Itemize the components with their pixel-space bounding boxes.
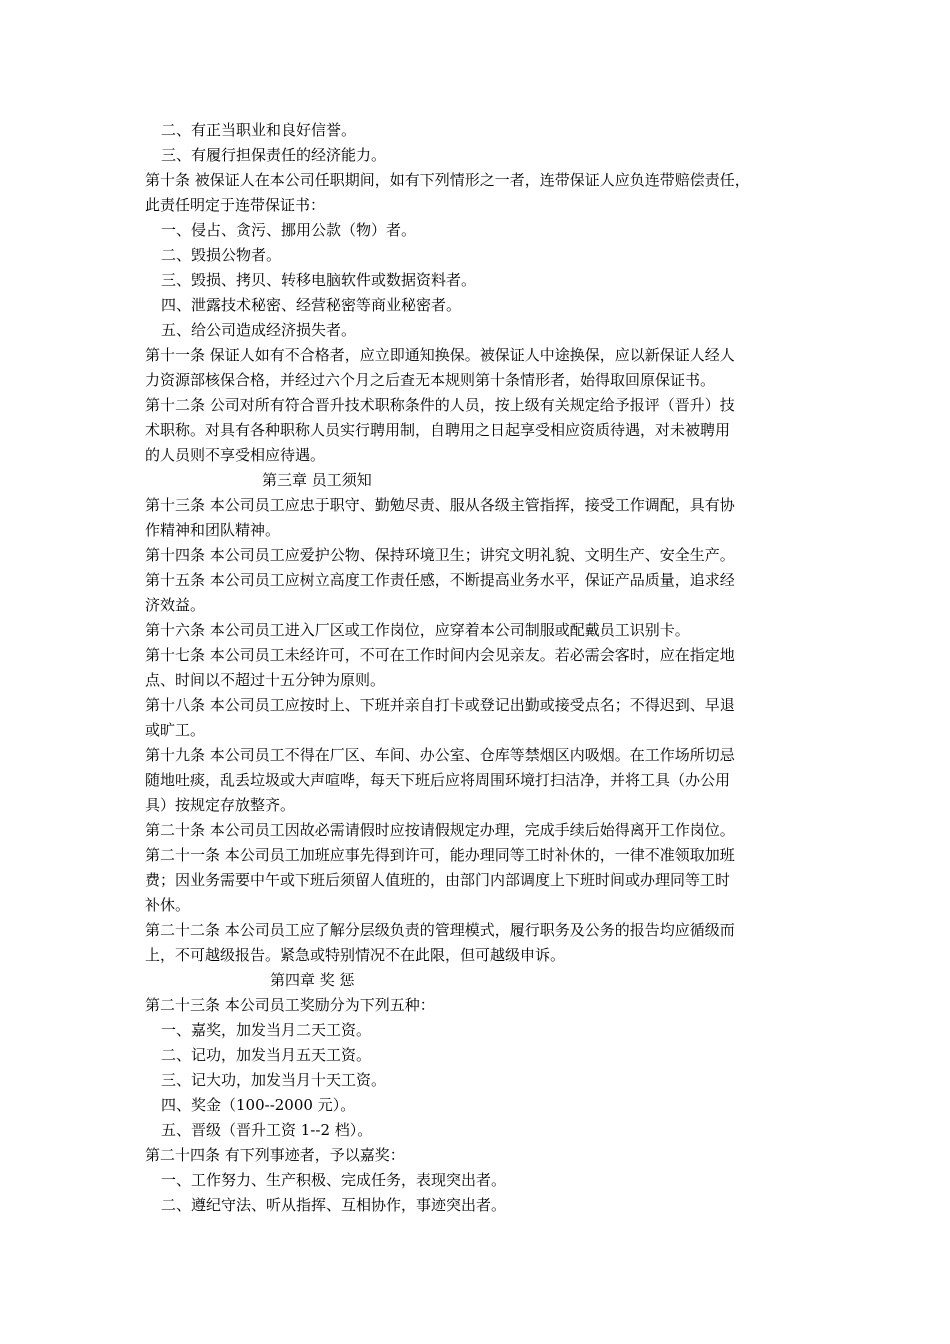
article-line: 第十五条 本公司员工应树立高度工作责任感，不断提高业务水平，保证产品质量，追求经 [145,571,735,589]
article-line: 第二十二条 本公司员工应了解分层级负责的管理模式，履行职务及公务的报告均应循级而 [145,921,735,939]
list-item: 一、工作努力、生产积极、完成任务，表现突出者。 [161,1171,507,1189]
article-line: 此责任明定于连带保证书： [145,196,326,214]
list-item: 四、奖金（100--2000 元）。 [161,1096,356,1114]
article-line: 济效益。 [145,596,206,614]
chapter-heading: 第四章 奖 惩 [270,971,355,989]
article-line: 第十三条 本公司员工应忠于职守、勤勉尽责、服从各级主管指挥，接受工作调配，具有协 [145,496,735,514]
article-line: 补休。 [145,896,191,914]
article-line: 上，不可越级报告。紧急或特别情况不在此限，但可越级申诉。 [145,946,566,964]
article-line: 第十条 被保证人在本公司任职期间，如有下列情形之一者，连带保证人应负连带赔偿责任， [145,171,750,189]
list-item: 三、有履行担保责任的经济能力。 [161,146,387,164]
list-item: 五、给公司造成经济损失者。 [161,321,357,339]
list-item: 五、晋级（晋升工资 1--2 档）。 [161,1121,373,1139]
list-item: 三、记大功，加发当月十天工资。 [161,1071,387,1089]
chapter-heading: 第三章 员工须知 [262,471,372,489]
article-line: 第十八条 本公司员工应按时上、下班并亲自打卡或登记出勤或接受点名；不得迟到、早退 [145,696,735,714]
list-item: 三、毁损、拷贝、转移电脑软件或数据资料者。 [161,271,477,289]
article-line: 第二十四条 有下列事迹者，予以嘉奖： [145,1146,405,1164]
article-line: 点、时间以不超过十五分钟为原则。 [145,671,386,689]
article-line: 费；因业务需要中午或下班后须留人值班的，由部门内部调度上下班时间或办理同等工时 [145,871,731,889]
document-body [145,118,825,1218]
article-line: 第十一条 保证人如有不合格者，应立即通知换保。被保证人中途换保，应以新保证人经人 [145,346,735,364]
article-line: 第十四条 本公司员工应爱护公物、保持环境卫生；讲究文明礼貌、文明生产、安全生产。 [145,546,735,564]
article-line: 第十七条 本公司员工未经许可，不可在工作时间内会见亲友。若必需会客时，应在指定地 [145,646,735,664]
article-line: 第二十条 本公司员工因故必需请假时应按请假规定办理，完成手续后始得离开工作岗位。 [145,821,735,839]
article-line: 或旷工。 [145,721,206,739]
article-line: 第二十三条 本公司员工奖励分为下列五种： [145,996,435,1014]
article-line: 第十六条 本公司员工进入厂区或工作岗位，应穿着本公司制服或配戴员工识别卡。 [145,621,690,639]
list-item: 二、记功，加发当月五天工资。 [161,1046,372,1064]
article-line: 的人员则不享受相应待遇。 [145,446,326,464]
article-line: 第十九条 本公司员工不得在厂区、车间、办公室、仓库等禁烟区内吸烟。在工作场所切忌 [145,746,735,764]
article-line: 第十二条 公司对所有符合晋升技术职称条件的人员，按上级有关规定给予报评（晋升）技 [145,396,735,414]
article-line: 力资源部核保合格，并经过六个月之后查无本规则第十条情形者，始得取回原保证书。 [145,371,716,389]
article-line: 具）按规定存放整齐。 [145,796,296,814]
article-line: 作精神和团队精神。 [145,521,281,539]
list-item: 二、遵纪守法、听从指挥、互相协作，事迹突出者。 [161,1196,507,1214]
list-item: 一、侵占、贪污、挪用公款（物）者。 [161,221,417,239]
article-line: 第二十一条 本公司员工加班应事先得到许可，能办理同等工时补休的，一律不准领取加班 [145,846,735,864]
list-item: 二、有正当职业和良好信誉。 [161,121,357,139]
article-line: 随地吐痰，乱丢垃圾或大声喧哗，每天下班后应将周围环境打扫洁净，并将工具（办公用 [145,771,731,789]
list-item: 一、嘉奖，加发当月二天工资。 [161,1021,372,1039]
article-line: 术职称。对具有各种职称人员实行聘用制，自聘用之日起享受相应资质待遇，对未被聘用 [145,421,731,439]
list-item: 四、泄露技术秘密、经营秘密等商业秘密者。 [161,296,462,314]
list-item: 二、毁损公物者。 [161,246,282,264]
